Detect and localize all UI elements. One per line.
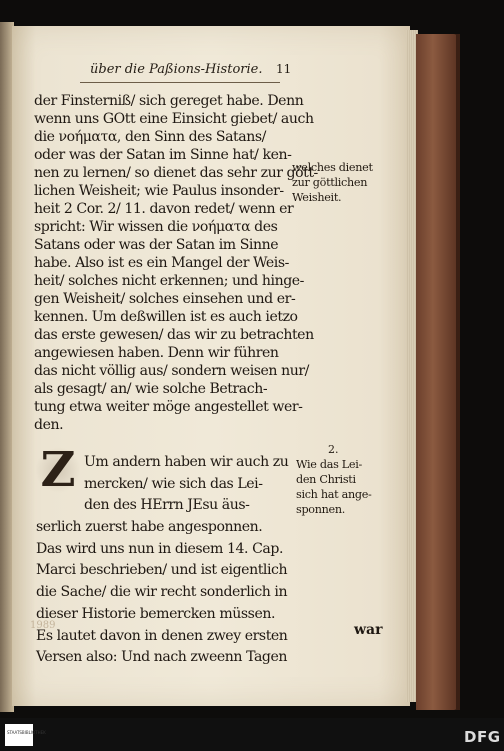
text-line: als gesagt/ an/ wie solche Betrach- xyxy=(34,381,268,397)
margin-line: Weisheit. xyxy=(292,191,342,204)
page-number: 11 xyxy=(276,62,292,76)
book-cover xyxy=(416,34,458,710)
catchword: war xyxy=(354,622,383,638)
text-line: oder was der Satan im Sinne hat/ ken- xyxy=(34,147,292,163)
text-line: Es lautet davon in denen zwey ersten xyxy=(36,627,288,644)
margin-note-2 xyxy=(296,443,376,517)
header-rule xyxy=(80,82,280,83)
margin-line: den Christi xyxy=(296,473,356,486)
margin-line: Wie das Lei- xyxy=(296,458,362,471)
text-line: Um andern haben wir auch zu xyxy=(84,454,289,470)
decorated-initial: Z xyxy=(36,446,80,494)
text-line: Versen also: Und nach zweenn Tagen xyxy=(36,649,287,666)
text-line: habe. Also ist es ein Mangel der Weis- xyxy=(34,255,289,271)
text-line: dieser Historie bemercken müssen. xyxy=(36,605,275,622)
library-logo[interactable] xyxy=(5,724,46,746)
library-logo-label: STAATSBIBLIOTHEK xyxy=(7,730,46,735)
running-header xyxy=(78,62,388,84)
margin-note-number: 2. xyxy=(328,443,339,456)
text-line: wenn uns GOtt eine Einsicht giebet/ auch xyxy=(34,111,314,127)
text-line: mercken/ wie sich das Lei- xyxy=(84,475,263,492)
text-line: angewiesen haben. Denn wir führen xyxy=(34,345,279,361)
text-line: tung etwa weiter möge angestellet wer- xyxy=(34,399,303,415)
viewer-footer xyxy=(0,718,504,751)
text-line: die Sache/ die wir recht sonderlich in xyxy=(36,584,288,601)
text-line: das erste gewesen/ das wir zu betrachten xyxy=(34,327,314,343)
body-text-section-1 xyxy=(34,92,318,434)
text-line: der Finsterniß/ sich gereget habe. Denn xyxy=(34,93,304,109)
margin-note-1 xyxy=(292,160,376,205)
text-line: kennen. Um deßwillen ist es auch ietzo xyxy=(34,309,298,325)
text-line: heit/ solches nicht erkennen; und hinge- xyxy=(34,273,304,289)
text-line: die νοήματα, den Sinn des Satans/ xyxy=(34,129,266,145)
text-line: nen zu lernen/ so dienet das sehr zur gött- xyxy=(34,165,318,181)
library-stamp: 1989 xyxy=(30,620,56,631)
text-line: Satans oder was der Satan im Sinne xyxy=(34,237,279,253)
body-text-section-2 xyxy=(36,452,292,669)
running-title: über die Paßions-Historie. xyxy=(90,62,263,77)
text-line: das nicht völlig aus/ sondern weisen nur/ xyxy=(34,363,309,379)
text-line: den. xyxy=(34,417,64,433)
text-line: den des HErrn JEsu äus- xyxy=(84,497,250,514)
margin-line: sponnen. xyxy=(296,503,346,516)
text-line: lichen Weisheit; wie Paulus insonder- xyxy=(34,183,284,199)
text-line: spricht: Wir wissen die νοήματα des xyxy=(34,219,278,235)
margin-line: welches dienet xyxy=(292,161,373,174)
text-line: gen Weisheit/ solches einsehen und er- xyxy=(34,291,296,307)
dfg-logo[interactable]: DFG xyxy=(464,728,501,746)
margin-line: sich hat ange- xyxy=(296,488,372,501)
cover-edge xyxy=(456,34,460,710)
text-line: Marci beschrieben/ und ist eigentlich xyxy=(36,562,288,579)
text-line: Das wird uns nun in diesem 14. Cap. xyxy=(36,540,283,557)
text-line: serlich zuerst habe angesponnen. xyxy=(36,519,263,536)
text-line: heit 2 Cor. 2/ 11. davon redet/ wenn er xyxy=(34,201,294,217)
margin-line: zur göttlichen xyxy=(292,176,368,189)
